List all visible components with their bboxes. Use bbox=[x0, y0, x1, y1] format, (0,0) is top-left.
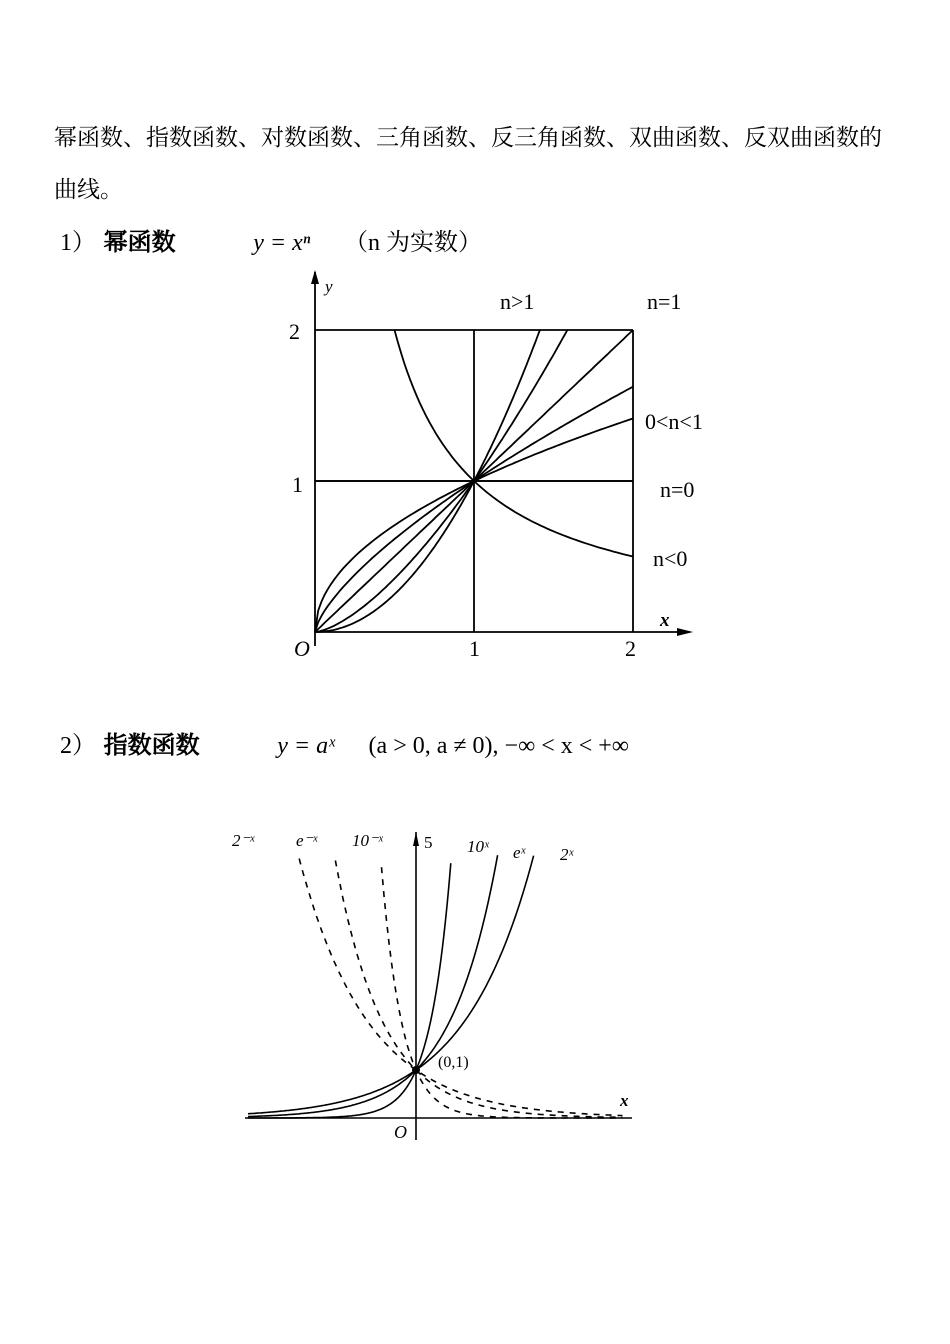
series-label: e⁻ˣ bbox=[296, 831, 318, 850]
series-line bbox=[315, 330, 633, 632]
series-line bbox=[395, 330, 634, 557]
y-tick-label: 2 bbox=[289, 319, 300, 344]
section-note: (a > 0, a ≠ 0), −∞ < x < +∞ bbox=[368, 733, 629, 759]
x-axis-arrow bbox=[677, 628, 693, 636]
point-0-1 bbox=[412, 1066, 420, 1074]
series-label: eˣ bbox=[513, 843, 526, 862]
series-label: 2ˣ bbox=[560, 845, 574, 864]
y-axis-label: y bbox=[325, 277, 333, 296]
section-formula: y = xⁿ bbox=[253, 230, 311, 256]
section-title: 指数函数 bbox=[103, 731, 200, 759]
series-label: n=0 bbox=[660, 477, 695, 502]
section-number: 2） bbox=[60, 733, 96, 759]
series-line bbox=[248, 855, 498, 1116]
origin-label: O bbox=[294, 636, 310, 661]
series-line bbox=[315, 419, 633, 633]
series-line bbox=[315, 387, 633, 632]
section-title: 幂函数 bbox=[103, 228, 176, 256]
y-tick-label: 5 bbox=[424, 833, 433, 852]
series-line bbox=[315, 330, 567, 632]
series-label: n=1 bbox=[647, 289, 682, 314]
section-number: 1） bbox=[60, 230, 96, 256]
series-label: n>1 bbox=[500, 289, 535, 314]
series-line bbox=[335, 861, 622, 1118]
section-power-function-heading bbox=[60, 222, 482, 257]
section-note: （n 为实数） bbox=[343, 230, 482, 256]
series-label: 2⁻ˣ bbox=[232, 831, 255, 850]
x-axis-label: x bbox=[660, 610, 670, 631]
series-label: 10ˣ bbox=[467, 837, 489, 856]
x-tick-label: 2 bbox=[625, 636, 636, 661]
x-tick-label: 1 bbox=[469, 636, 480, 661]
section-exponential-function-heading bbox=[60, 725, 629, 760]
section-formula: y = aˣ bbox=[277, 733, 335, 759]
y-tick-label: 1 bbox=[292, 472, 303, 497]
series-line bbox=[299, 859, 622, 1116]
series-line bbox=[382, 867, 623, 1118]
x-axis-label: x bbox=[620, 1091, 629, 1110]
y-axis-arrow bbox=[413, 832, 419, 846]
origin-label: O bbox=[394, 1122, 407, 1142]
series-line bbox=[315, 330, 540, 632]
y-axis-arrow bbox=[311, 270, 319, 284]
series-line bbox=[248, 856, 534, 1114]
intro-paragraph: 幂函数、指数函数、对数函数、三角函数、反三角函数、双曲函数、反双曲函数的曲线。 bbox=[54, 125, 882, 203]
series-label: n<0 bbox=[653, 546, 688, 571]
series-line bbox=[248, 863, 451, 1118]
point-annotation: (0,1) bbox=[438, 1054, 469, 1071]
series-label: 10⁻ˣ bbox=[352, 831, 383, 850]
series-label: 0<n<1 bbox=[645, 409, 703, 434]
